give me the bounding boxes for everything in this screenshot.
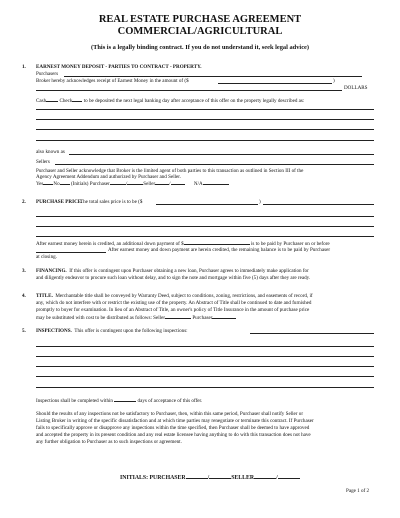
purchase-price-text: The total sales price is to be ($ (80, 199, 143, 205)
earnest-money-amount-field[interactable] (218, 83, 332, 84)
section-1-number: 1. (22, 64, 26, 70)
inspections-line (36, 328, 188, 334)
section-2-number: 2. (22, 199, 26, 205)
section-1-heading: EARNEST MONEY DEPOSIT - PARTIES TO CONTRACT - PROPERTY. (36, 64, 202, 70)
initials-footer: INITIALS: PURCHASER / SELLER / (120, 474, 300, 481)
also-known-as-field[interactable] (69, 154, 374, 155)
legal-description-line[interactable] (36, 140, 374, 141)
inspections-text: This offer is contingent upon the following inspections: (74, 328, 188, 334)
initials-seller-footer-label: SELLER (231, 475, 255, 481)
na-label: N/A (193, 181, 203, 187)
check-checkbox[interactable] (72, 97, 82, 102)
title-text-2: any, which do not interfere with or restrict the existing use of the property. An Abstract of Title shall be continued to date and furnished (36, 300, 312, 306)
title-text-3: promptly to buyer for examination. In lieu of an Abstract of Title, an owner's policy of Title Insurance in the amount of purchase price (36, 307, 310, 313)
cash-check-line (36, 97, 304, 104)
title-line-1 (36, 293, 313, 299)
no-label: No (53, 181, 60, 187)
purchase-price-amount-field[interactable] (156, 204, 258, 205)
purchase-price-words-field[interactable] (263, 204, 374, 205)
inspections-paragraph-5: any further obligation to Purchaser as to such inspections or agreement. (36, 439, 182, 445)
page-number: Page 1 of 2 (346, 488, 370, 494)
yes-field[interactable] (43, 180, 53, 185)
inspections-deadline-text: Inspections shall be completed within (36, 398, 113, 404)
legal-notice: (This is a legally binding contract. If you do not understand it, seek legal advice) (90, 44, 309, 51)
earnest-money-label: Broker hereby acknowledges receipt of Earnest Money in the amount of ($ (36, 78, 189, 84)
inspection-days-field[interactable] (114, 397, 136, 402)
agency-ack-line-2: Agency Agreement Addendum and authorized by Purchaser and Seller. (36, 174, 181, 180)
inspections-field[interactable] (250, 333, 374, 334)
legal-description-line[interactable] (36, 109, 374, 110)
footer-seller-initial-2[interactable] (278, 474, 300, 479)
purchaser-cost-label: Purchaser (192, 315, 213, 321)
purchase-price-close-paren: ) (259, 199, 261, 205)
remaining-balance-text: After earnest money and down payment are herein credited, the remaining balance is to be paid by Purchaser (108, 247, 331, 253)
cash-label: Cash (36, 98, 47, 104)
section-4-number: 4. (22, 293, 26, 299)
inspections-paragraph-1: Should the results of any inspections not be satisfactory to Purchaser, then, within this same period, Purchaser shall notify Seller or (36, 411, 304, 417)
financing-line-2: and diligently endeavor to procure such loan without delay, and to sign the note and mortgage within five (5) days after they are ready. (36, 275, 311, 281)
down-payment-line (36, 240, 330, 247)
earnest-money-close-paren: ) (333, 78, 335, 84)
initials-purchaser-footer-label: INITIALS: PURCHASER (120, 475, 186, 481)
footer-purchaser-initial-2[interactable] (209, 474, 231, 479)
title-text-1: Merchantable title shall be conveyed by Warranty Deed, subject to conditions, zoning, restrictions, and easements of record, if (55, 293, 313, 299)
seller-initial-2[interactable] (171, 180, 185, 185)
purchaser-initial-2[interactable] (127, 180, 143, 185)
footer-purchaser-initial-1[interactable] (186, 474, 208, 479)
deposit-text: to be deposited the next legal banking day after acceptance of this offer on the property legally described as: (83, 98, 305, 104)
inspections-deadline-text-2: days of acceptance of this offer. (137, 398, 203, 404)
purchaser-cost-field[interactable] (212, 314, 236, 319)
earnest-money-words-field[interactable] (36, 90, 342, 91)
inspections-line-field[interactable] (36, 346, 374, 347)
down-payment-text-2: is to be paid by Purchaser on or before (250, 241, 330, 247)
agency-initials-line: Yes No (Initials) Purchaser / Seller / N/A (36, 180, 229, 187)
seller-cost-field[interactable] (165, 314, 191, 319)
legal-description-line[interactable] (36, 129, 374, 130)
title-cost-line (36, 314, 236, 321)
dollars-label: DOLLARS (344, 85, 368, 91)
cash-checkbox[interactable] (46, 97, 58, 102)
purchasers-field[interactable] (64, 76, 362, 77)
purchaser-initial-1[interactable] (110, 180, 126, 185)
sellers-field[interactable] (55, 164, 374, 165)
also-known-as-label: also known as (36, 149, 65, 155)
title-line-2: COMMERCIAL/AGRICULTURAL (117, 26, 283, 37)
down-payment-text: After earnest money herein is credited, an additional down payment of $ (36, 241, 184, 247)
title-text-4: may be substituted with cost to be distributed as follows: Seller (36, 315, 166, 321)
legal-description-line[interactable] (36, 119, 374, 120)
down-payment-date-field[interactable] (36, 252, 106, 253)
title-line-1: REAL ESTATE PURCHASE AGREEMENT (98, 14, 302, 25)
seller-initial-1[interactable] (155, 180, 169, 185)
sellers-label: Sellers (36, 159, 50, 165)
yes-label: Yes (36, 181, 44, 187)
initials-seller-label: Seller (143, 181, 156, 187)
down-payment-field[interactable] (184, 240, 250, 245)
inspections-line-field[interactable] (36, 387, 374, 388)
check-label: Check (59, 98, 73, 104)
section-5-heading: INSPECTIONS. (36, 328, 72, 334)
section-5-number: 5. (22, 328, 26, 334)
section-2-heading: PURCHASE PRICE. (36, 199, 83, 205)
purchase-price-line[interactable] (36, 226, 374, 227)
na-field[interactable] (203, 180, 229, 185)
inspections-paragraph-4: and accepted the property in its present condition and any real estate licensee having anything to do with this transaction does not have (36, 432, 311, 438)
section-3-heading: FINANCING. (36, 268, 67, 274)
purchase-price-line[interactable] (36, 216, 374, 217)
inspections-paragraph-3: fails to specifically approve or disapprove any inspections within the time specified, then Purchaser shall be deemed to have approved (36, 425, 310, 431)
purchasers-label: Purchasers (36, 71, 59, 77)
section-4-heading: TITLE. (36, 293, 53, 299)
inspections-deadline-line (36, 397, 202, 404)
at-closing-text: at closing. (36, 254, 57, 260)
section-3-number: 3. (22, 268, 26, 274)
inspections-paragraph-2: Listing Broker in writing of the specific dissatisfaction and at which time parties may renegotiate or terminate this contract. If Purchaser (36, 418, 314, 424)
footer-seller-initial-1[interactable] (254, 474, 276, 479)
financing-line-1 (36, 268, 309, 274)
inspections-line-field[interactable] (36, 366, 374, 367)
purchase-price-line[interactable] (36, 236, 374, 237)
agency-ack-line-1: Purchaser and Seller acknowledge that Broker is the limited agent of both parties to this transaction as outlined in Section III of the (36, 168, 304, 174)
inspections-line-field[interactable] (36, 376, 374, 377)
inspections-line-field[interactable] (36, 356, 374, 357)
financing-text-1: If this offer is contingent upon Purchaser obtaining a new loan, Purchaser agrees to immediately make application for (69, 268, 309, 274)
initials-purchaser-label: (Initials) Purchaser (70, 181, 110, 187)
no-field[interactable] (60, 180, 70, 185)
